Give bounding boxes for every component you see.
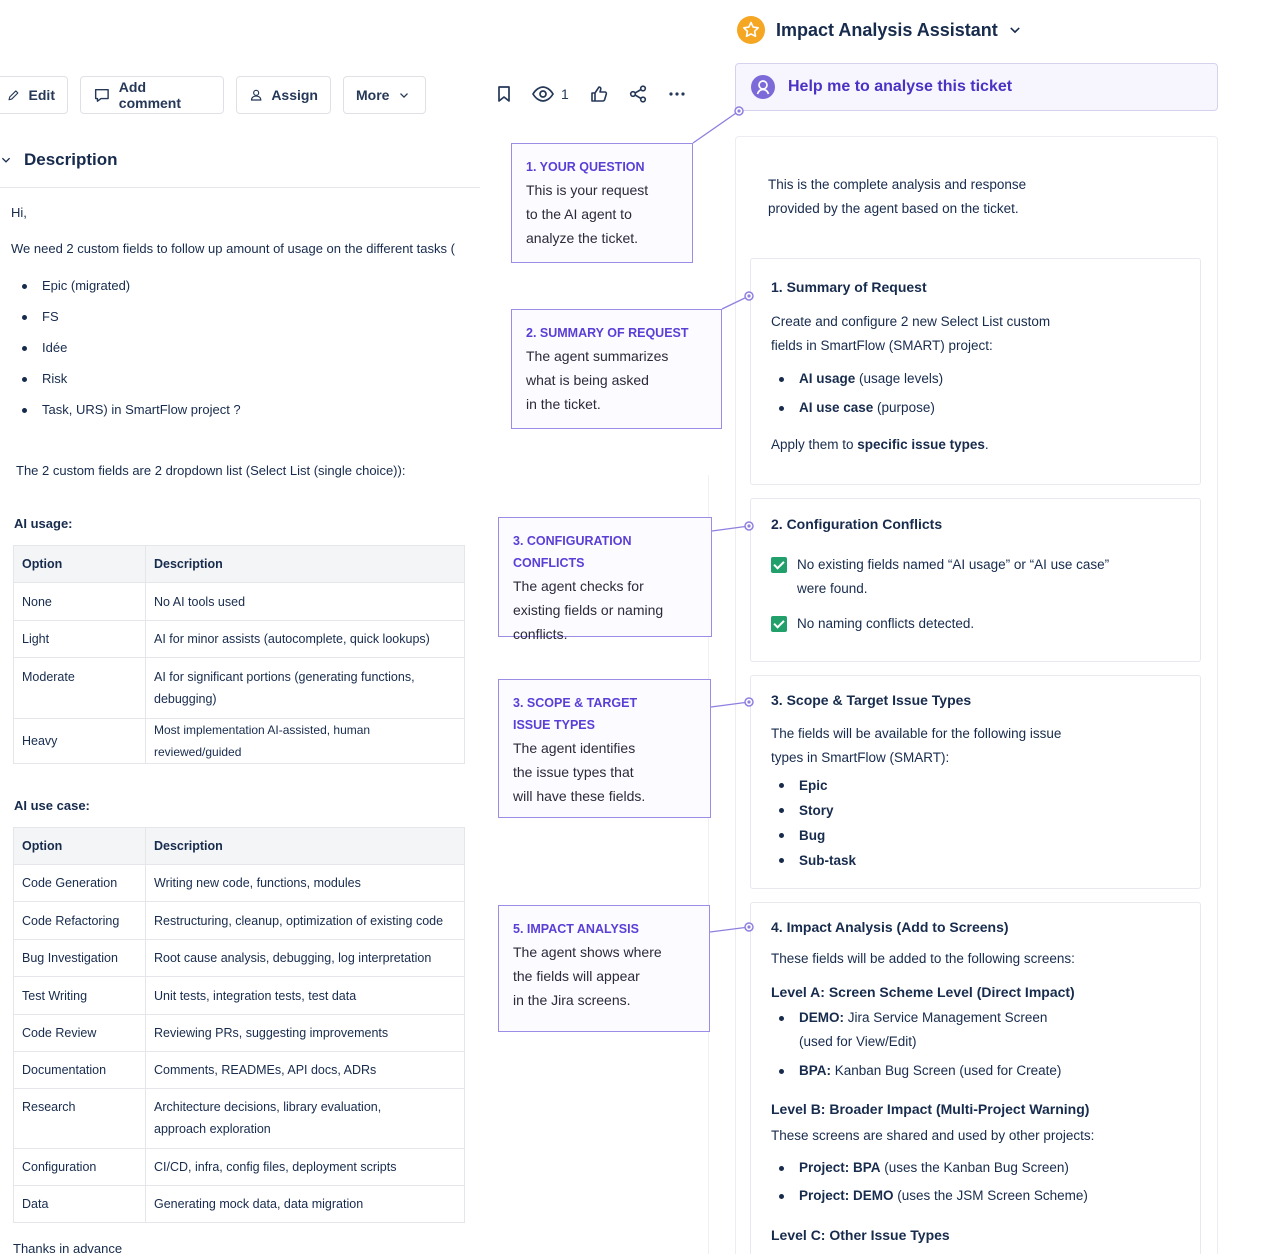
watch-button[interactable] xyxy=(531,84,569,104)
level-c-heading: Level C: Other Issue Types xyxy=(771,1227,950,1243)
callout-line: The agent checks for xyxy=(513,578,644,594)
assistant-selector[interactable] xyxy=(736,15,1022,45)
table-cell: Data xyxy=(14,1186,146,1223)
callout-title: 5. IMPACT ANALYSIS xyxy=(513,922,639,936)
callout-title: 2. SUMMARY OF REQUEST xyxy=(526,326,689,340)
list-item xyxy=(779,1156,1088,1180)
level-a-list xyxy=(779,1006,1061,1083)
table-row xyxy=(14,865,465,902)
list-item xyxy=(779,1059,1061,1083)
table-row xyxy=(14,658,465,719)
help-prompt[interactable] xyxy=(735,63,1218,111)
callout-summary-of-request xyxy=(511,309,722,429)
scope-heading: 3. Scope & Target Issue Types xyxy=(771,692,972,708)
table-row xyxy=(14,1186,465,1223)
summary-list xyxy=(779,367,943,420)
fields-sentence: The 2 custom fields are 2 dropdown list (Select List (single choice)): xyxy=(16,463,406,478)
table-header: Description xyxy=(146,546,465,583)
table-row xyxy=(14,1015,465,1052)
table-cell: Generating mock data, data migration xyxy=(146,1186,465,1223)
item-bold: Project: DEMO xyxy=(799,1188,894,1203)
list-item xyxy=(779,396,943,420)
callout-line: what is being asked xyxy=(526,372,649,388)
table-header-row xyxy=(14,546,465,583)
issue-type-list xyxy=(22,276,241,431)
check-icon xyxy=(771,616,787,632)
table-cell: Restructuring, cleanup, optimization of existing code xyxy=(146,902,465,940)
conflicts-heading: 2. Configuration Conflicts xyxy=(771,516,943,532)
star-icon xyxy=(736,15,766,45)
divider xyxy=(0,187,480,188)
impact-heading: 4. Impact Analysis (Add to Screens) xyxy=(771,919,1009,935)
chevron-down-icon xyxy=(0,154,12,166)
callout-your-question xyxy=(511,143,693,263)
add-comment-label: Add comment xyxy=(118,79,182,111)
table-cell xyxy=(146,1089,465,1149)
level-a-heading: Level A: Screen Scheme Level (Direct Impact) xyxy=(771,984,1075,1000)
item-rest: Jira Service Management Screen xyxy=(844,1010,1048,1025)
item-rest: (used for View/Edit) xyxy=(799,1034,917,1049)
bookmark-icon xyxy=(494,84,514,104)
callout-configuration-conflicts xyxy=(498,517,712,642)
callout-line: The agent shows where xyxy=(513,944,662,960)
table-cell: Bug Investigation xyxy=(14,940,146,977)
summary-card xyxy=(750,258,1201,485)
table-header: Option xyxy=(14,546,146,583)
item-rest: (usage levels) xyxy=(855,371,944,386)
table-row xyxy=(14,621,465,658)
list-item xyxy=(779,1006,1061,1030)
level-b-heading: Level B: Broader Impact (Multi-Project Warning) xyxy=(771,1101,1090,1117)
impact-card xyxy=(750,902,1201,1254)
item-rest: (uses the JSM Screen Scheme) xyxy=(893,1188,1088,1203)
item-bold: AI usage xyxy=(799,371,856,386)
summary-line: Create and configure 2 new Select List custom xyxy=(771,314,1051,329)
table-row xyxy=(14,902,465,940)
ellipsis-icon xyxy=(667,84,687,104)
table-cell: Code Review xyxy=(14,1015,146,1052)
callout-line: in the ticket. xyxy=(526,396,601,412)
more-label: More xyxy=(356,87,390,103)
conflicts-card xyxy=(750,498,1201,662)
table-cell: Code Refactoring xyxy=(14,902,146,940)
summary-heading: 1. Summary of Request xyxy=(771,279,927,295)
share-icon xyxy=(628,84,648,104)
edit-label: Edit xyxy=(28,87,55,103)
cell-line: AI for significant portions (generating functions, xyxy=(154,670,415,684)
item-rest: Kanban Bug Screen (used for Create) xyxy=(831,1063,1062,1078)
usecase-table xyxy=(13,827,465,1223)
table-cell: Writing new code, functions, modules xyxy=(146,865,465,902)
item-bold: Project: BPA xyxy=(799,1160,881,1175)
apply-post: . xyxy=(984,437,989,452)
table-cell: None xyxy=(14,583,146,621)
apply-line xyxy=(771,433,989,457)
check-text: were found. xyxy=(797,581,868,596)
check-text: No naming conflicts detected. xyxy=(797,616,975,631)
table-row xyxy=(14,583,465,621)
table-header: Description xyxy=(146,828,465,865)
check-icon xyxy=(771,557,787,573)
like-button[interactable] xyxy=(589,84,609,104)
list-item: Epic (migrated) xyxy=(22,276,241,307)
summary-line: fields in SmartFlow (SMART) project: xyxy=(771,338,993,353)
table-cell: AI for minor assists (autocomplete, quick lookups) xyxy=(146,621,465,658)
add-comment-button[interactable] xyxy=(80,76,224,114)
scope-line: The fields will be available for the following issue xyxy=(771,726,1062,741)
list-item: FS xyxy=(22,307,241,338)
ai-agent-icon xyxy=(750,74,776,100)
list-item: Bug xyxy=(779,823,856,848)
table-row xyxy=(14,940,465,977)
assign-label: Assign xyxy=(271,87,318,103)
check-text: No existing fields named “AI usage” or “AI use case” xyxy=(797,557,1110,572)
cell-line: debugging) xyxy=(154,692,217,706)
callout-line: analyze the ticket. xyxy=(526,230,639,246)
callout-title: 1. YOUR QUESTION xyxy=(526,160,645,174)
pencil-icon xyxy=(7,86,21,104)
list-item: Epic xyxy=(779,773,856,798)
scope-line: types in SmartFlow (SMART): xyxy=(771,750,950,765)
scope-card xyxy=(750,675,1201,889)
callout-line: This is your request xyxy=(526,182,649,198)
table-cell: Configuration xyxy=(14,1149,146,1186)
list-item: Sub-task xyxy=(779,848,856,873)
connector-line xyxy=(693,111,739,143)
item-bold: DEMO: xyxy=(799,1010,844,1025)
cell-line: Architecture decisions, library evaluation, xyxy=(154,1100,382,1114)
item-bold: AI use case xyxy=(799,400,874,415)
table-cell: Most implementation AI-assisted, human reviewed/guided xyxy=(146,719,465,764)
intro-line: provided by the agent based on the ticket. xyxy=(768,201,1019,216)
callout-title: ISSUE TYPES xyxy=(513,718,595,732)
list-item: Story xyxy=(779,798,856,823)
table-row xyxy=(14,1149,465,1186)
table-cell: Test Writing xyxy=(14,977,146,1015)
table-row xyxy=(14,1052,465,1089)
level-b-list xyxy=(779,1156,1088,1208)
closing-text: Thanks in advance xyxy=(13,1241,123,1254)
share-button[interactable] xyxy=(628,84,648,104)
callout-line: the fields will appear xyxy=(513,968,640,984)
list-item-continuation xyxy=(779,1030,1061,1054)
more-button[interactable] xyxy=(343,76,426,114)
description-toggle[interactable] xyxy=(0,150,118,170)
table-cell: Unit tests, integration tests, test data xyxy=(146,977,465,1015)
table-header: Option xyxy=(14,828,146,865)
chevron-down-icon xyxy=(1008,23,1022,37)
thumbs-up-icon xyxy=(589,84,609,104)
issue-types-list xyxy=(779,773,856,873)
table-cell: Heavy xyxy=(14,719,146,764)
apply-bold: specific issue types xyxy=(857,437,985,452)
table-header-row xyxy=(14,828,465,865)
assign-button[interactable] xyxy=(236,76,331,114)
list-item: Task, URS) in SmartFlow project ? xyxy=(22,400,241,431)
watch-count: 1 xyxy=(561,86,569,102)
callout-line: to the AI agent to xyxy=(526,206,632,222)
intro-text: We need 2 custom fields to follow up amount of usage on the different tasks ( xyxy=(11,241,455,256)
callout-scope-target xyxy=(498,679,711,818)
callout-line: conflicts. xyxy=(513,626,568,642)
callout-line: The agent summarizes xyxy=(526,348,669,364)
item-bold: BPA: xyxy=(799,1063,831,1078)
callout-line: will have these fields. xyxy=(513,788,646,804)
level-b-intro: These screens are shared and used by other projects: xyxy=(771,1128,1095,1143)
callout-impact-analysis xyxy=(498,905,710,1032)
table-cell: Research xyxy=(14,1089,146,1149)
apply-pre: Apply them to xyxy=(771,437,858,452)
item-rest: (uses the Kanban Bug Screen) xyxy=(880,1160,1069,1175)
callout-line: existing fields or naming xyxy=(513,602,664,618)
list-item xyxy=(779,367,943,391)
table-cell: Moderate xyxy=(14,658,146,719)
table-cell: Reviewing PRs, suggesting improvements xyxy=(146,1015,465,1052)
usecase-label: AI use case: xyxy=(14,798,90,813)
person-icon xyxy=(249,86,263,104)
description-heading: Description xyxy=(24,150,118,169)
table-cell: Root cause analysis, debugging, log interpretation xyxy=(146,940,465,977)
comment-icon xyxy=(93,86,111,104)
edit-button[interactable] xyxy=(0,76,68,114)
assistant-title: Impact Analysis Assistant xyxy=(776,19,998,40)
table-cell: Code Generation xyxy=(14,865,146,902)
list-item xyxy=(779,1184,1088,1208)
more-actions-button[interactable] xyxy=(667,84,687,104)
impact-intro: These fields will be added to the following screens: xyxy=(771,951,1075,966)
table-cell: Light xyxy=(14,621,146,658)
table-cell xyxy=(146,658,465,719)
item-rest: (purpose) xyxy=(873,400,935,415)
table-cell: Comments, READMEs, API docs, ADRs xyxy=(146,1052,465,1089)
bookmark-button[interactable] xyxy=(494,84,514,104)
help-prompt-text: Help me to analyse this ticket xyxy=(788,78,1013,95)
list-item: Risk xyxy=(22,369,241,400)
usage-label: AI usage: xyxy=(14,516,73,531)
greeting-text: Hi, xyxy=(11,205,27,220)
callout-title: 3. SCOPE & TARGET xyxy=(513,696,638,710)
callout-line: The agent identifies xyxy=(513,740,636,756)
cell-line: approach exploration xyxy=(154,1122,271,1136)
chevron-down-icon xyxy=(397,88,411,102)
usage-table xyxy=(13,545,465,764)
table-cell: No AI tools used xyxy=(146,583,465,621)
table-cell: CI/CD, infra, config files, deployment scripts xyxy=(146,1149,465,1186)
table-cell: Documentation xyxy=(14,1052,146,1089)
table-row xyxy=(14,719,465,764)
analysis-intro xyxy=(768,173,1026,221)
table-row xyxy=(14,1089,465,1149)
eye-icon xyxy=(531,84,555,104)
table-row xyxy=(14,977,465,1015)
callout-line: in the Jira screens. xyxy=(513,992,631,1008)
list-item: Idée xyxy=(22,338,241,369)
callout-line: the issue types that xyxy=(513,764,634,780)
intro-line: This is the complete analysis and response xyxy=(768,177,1027,192)
callout-title: 3. CONFIGURATION CONFLICTS xyxy=(513,534,632,570)
